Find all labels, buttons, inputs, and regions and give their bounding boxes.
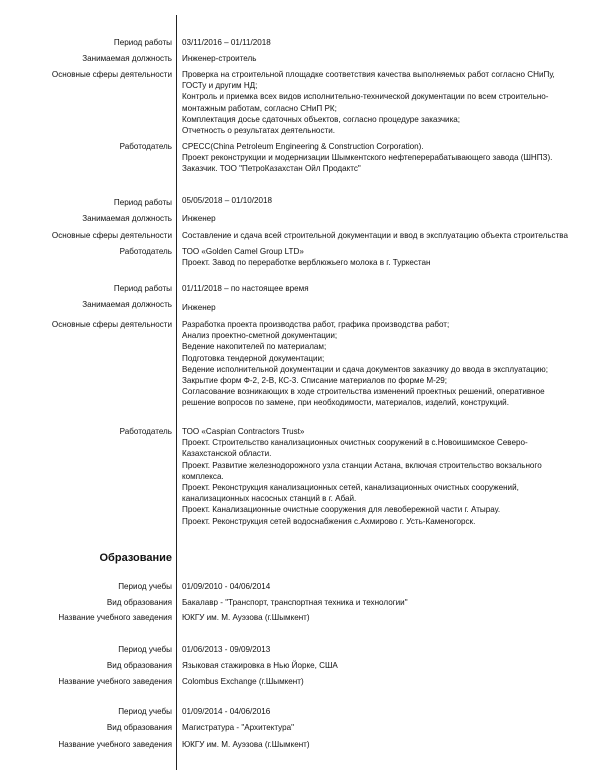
education-type: Бакалавр - "Транспорт, транспортная техника и технологии" xyxy=(182,598,408,607)
education-type-label: Вид образования xyxy=(106,723,172,732)
study-period: 01/09/2014 - 04/06/2016 xyxy=(182,707,271,716)
duties-label: Основные сферы деятельности xyxy=(51,320,172,329)
position-value: Инженер xyxy=(182,303,216,312)
education-type-label: Вид образования xyxy=(106,661,172,670)
study-period-label: Период учебы xyxy=(118,707,172,716)
study-period: 01/06/2013 - 09/09/2013 xyxy=(182,645,271,654)
position-label: Занимаемая должность xyxy=(82,54,172,63)
work-period: 03/11/2016 – 01/11/2018 xyxy=(182,38,271,47)
duties-value: Проверка на строительной площадке соответствия качества выполняемых работ согласно СНиПу, ГОСТу и другим НД; Контроль и приемка всех видов исполнительно-технической документации по всем строительно- монтажным работам, согласно СНиП РК; Комплектация досье сдаточных объектов, согласно процедуре заказчика; Отчетность о результатах деятельности. xyxy=(182,70,555,136)
education-type: Языковая стажировка в Нью Йорке, США xyxy=(182,661,338,670)
position-value: Инженер xyxy=(182,214,216,223)
school-name: ЮКГУ им. М. Ауэзова (г.Шымкент) xyxy=(182,740,310,749)
school-label: Название учебного заведения xyxy=(58,613,172,622)
employer-label: Работодатель xyxy=(119,427,172,436)
study-period: 01/09/2010 - 04/06/2014 xyxy=(182,582,271,591)
employer-label: Работодатель xyxy=(119,142,172,151)
work-period: 01/11/2018 – по настоящее время xyxy=(182,284,309,293)
period-label: Период работы xyxy=(113,198,172,207)
column-divider xyxy=(176,15,177,770)
duties-label: Основные сферы деятельности xyxy=(51,231,172,240)
education-type: Магистратура - "Архитектура" xyxy=(182,723,294,732)
position-value: Инженер-строитель xyxy=(182,54,257,63)
employer-value: ТОО «Caspian Contractors Trust» Проект. Строительство канализационных очистных сооружений в с.Новоишимское Северо- Казахстанской области. Проект. Развитие железнодорожного узла станции Астана, включая строительство вокзального комплекса. Проект. Реконструкция канализационных сетей, канализационных очистных сооружений, канализационных насосных станций в г. Абай. Проект. Канализационные очистные сооружения для левобережной части г. Атырау. Проект. Реконструкция сетей водоснабжения с.Ахмирово г. Усть-Каменогорск. xyxy=(182,427,542,526)
position-label: Занимаемая должность xyxy=(82,214,172,223)
period-label: Период работы xyxy=(113,284,172,293)
school-name: ЮКГУ им. М. Ауэзова (г.Шымкент) xyxy=(182,613,310,622)
study-period-label: Период учебы xyxy=(118,645,172,654)
employer-value: ТОО «Golden Camel Group LTD» Проект. Завод по переработке верблюжьего молока в г. Туркестан xyxy=(182,247,431,268)
school-label: Название учебного заведения xyxy=(58,677,172,686)
period-label: Период работы xyxy=(113,38,172,47)
education-heading: Образование xyxy=(99,552,172,564)
school-name: Colombus Exchange (г.Шымкент) xyxy=(182,677,304,686)
duties-label: Основные сферы деятельности xyxy=(51,70,172,79)
education-type-label: Вид образования xyxy=(106,598,172,607)
school-label: Название учебного заведения xyxy=(58,740,172,749)
employer-label: Работодатель xyxy=(119,247,172,256)
position-label: Занимаемая должность xyxy=(82,300,172,309)
duties-value: Составление и сдача всей строительной документации и ввод в эксплуатацию объекта строительства xyxy=(182,231,569,240)
employer-value: CPECC(China Petroleum Engineering & Construction Corporation). Проект реконструкции и модернизации Шымкентского нефтеперерабатывающего завода (ШНПЗ). Заказчик. ТОО "ПетроКазахстан Ойл Продактс" xyxy=(182,142,553,174)
duties-value: Разработка проекта производства работ, графика производства работ; Анализ проектно-сметной документации; Ведение накопителей по материалам; Подготовка тендерной документации; Ведение исполнительной документации и сдача документов заказчику до ввода в эксплуатацию; Закрытие форм Ф-2, 2-В, КС-3. Списание материалов по форме М-29; Согласование возникающих в ходе строительства изменений проектных решений, оперативное решение вопросов по замене, при необходимости, материалов, изделий, конструкций. xyxy=(182,320,548,408)
study-period-label: Период учебы xyxy=(118,582,172,591)
work-period: 05/05/2018 – 01/10/2018 xyxy=(182,196,273,205)
